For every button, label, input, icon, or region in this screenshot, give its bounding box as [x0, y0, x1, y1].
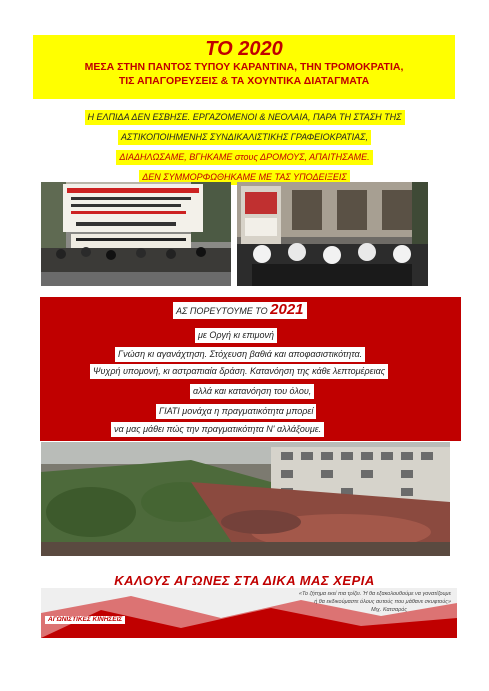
page-title: ΤΟ 2020 — [205, 38, 283, 60]
title-subtitle-2: ΤΙΣ ΑΠΑΓΟΡΕΥΣΕΙΣ & ΤΑ ΧΟΥΝΤΙΚΑ ΔΙΑΤΑΓΜΑΤΑ — [118, 75, 370, 87]
footer-quote-author: Μιχ. Κατσαρός — [371, 607, 407, 613]
footer-quote-line-1: «Το ζήτημα εκεί πια τρίζει. Ή θα εξακολουθούμε να γονατίζουμε — [298, 591, 451, 597]
intro-text — [0, 107, 489, 187]
closing-slogan: ΚΑΛΟΥΣ ΑΓΩΝΕΣ ΣΤΑ ΔΙΚΑ ΜΑΣ ΧΕΡΙΑ — [114, 573, 375, 588]
crowd-avenue-photo — [41, 442, 450, 556]
footer-org-name: ΑΓΩΝΙΣΤΙΚΕΣ ΚΙΝΗΣΕΙΣ — [45, 616, 125, 624]
photo-row — [41, 182, 428, 286]
footer-quote-line-2: ή θα εκδικούμαστε όλους αυτούς που μάθανε σκυφτούς» — [314, 599, 451, 605]
footer-org-subtitle: ΣΥΣΠΕΙΡΩΣΗ στους Ο.Τ.Α. — [71, 624, 139, 630]
title-subtitle-1: ΜΕΣΑ ΣΤΗΝ ΠΑΝΤΟΣ ΤΥΠΟΥ ΚΑΡΑΝΤΙΝΑ, ΤΗΝ ΤΡΟΜΟΚΡΑΤΙΑ, — [84, 61, 404, 73]
panel-line-2: Γνώση κι αγανάχτηση. Στόχευση βαθιά και αποφασιστικότητα. — [115, 347, 365, 362]
panel-line-1: με Οργή κι επιμονή — [195, 328, 277, 343]
panel-line-5: ΓΙΑΤΙ μονάχα η πραγματικότητα μπορεί — [156, 404, 316, 419]
panel-line-3: Ψυχρή υπομονή, κι αστραπιαία δράση. Κατανόηση της κάθε λεπτομέρειας — [90, 364, 388, 379]
intro-line-1: Η ΕΛΠΙΔΑ ΔΕΝ ΕΣΒΗΣΕ. ΕΡΓΑΖΟΜΕΝΟΙ & ΝΕΟΛΑΙΑ, ΠΑΡΑ ΤΗ ΣΤΑΣΗ ΤΗΣ — [85, 110, 405, 125]
title-box — [33, 35, 455, 99]
panel-line-4: αλλά και κατανόηση του όλου, — [190, 384, 314, 399]
intro-line-3: ΔΙΑΔΗΛΩΣΑΜΕ, ΒΓΗΚΑΜΕ στους ΔΡΟΜΟΥΣ, ΑΠΑΙΤΗΣΑΜΕ. — [116, 150, 372, 165]
panel-year: 2021 — [270, 301, 304, 318]
intro-line-2: ΑΣΤΙΚΟΠΟΙΗΜΕΝΗΣ ΣΥΝΔΙΚΑΛΙΣΤΙΚΗΣ ΓΡΑΦΕΙΟΚΡΑΤΙΑΣ, — [118, 130, 371, 145]
panel-lead-text: ΑΣ ΠΟΡΕΥΤΟΥΜΕ ΤΟ — [176, 306, 268, 316]
panel-lead-line — [173, 302, 307, 319]
protest-march-photo — [41, 182, 231, 286]
intro-line-4: ΔΕΝ ΣΥΜΜΟΡΦΩΘΗΚΑΜΕ ΜΕ ΤΑΣ ΥΠΟΔΕΙΞΕΙΣ — [139, 170, 350, 185]
footer-banner — [41, 588, 457, 638]
resolution-panel — [40, 297, 461, 441]
panel-line-6: να μας μάθει πώς την πραγματικότητα Ν' αλλάξουμε. — [111, 422, 324, 437]
riot-police-photo — [237, 182, 428, 286]
